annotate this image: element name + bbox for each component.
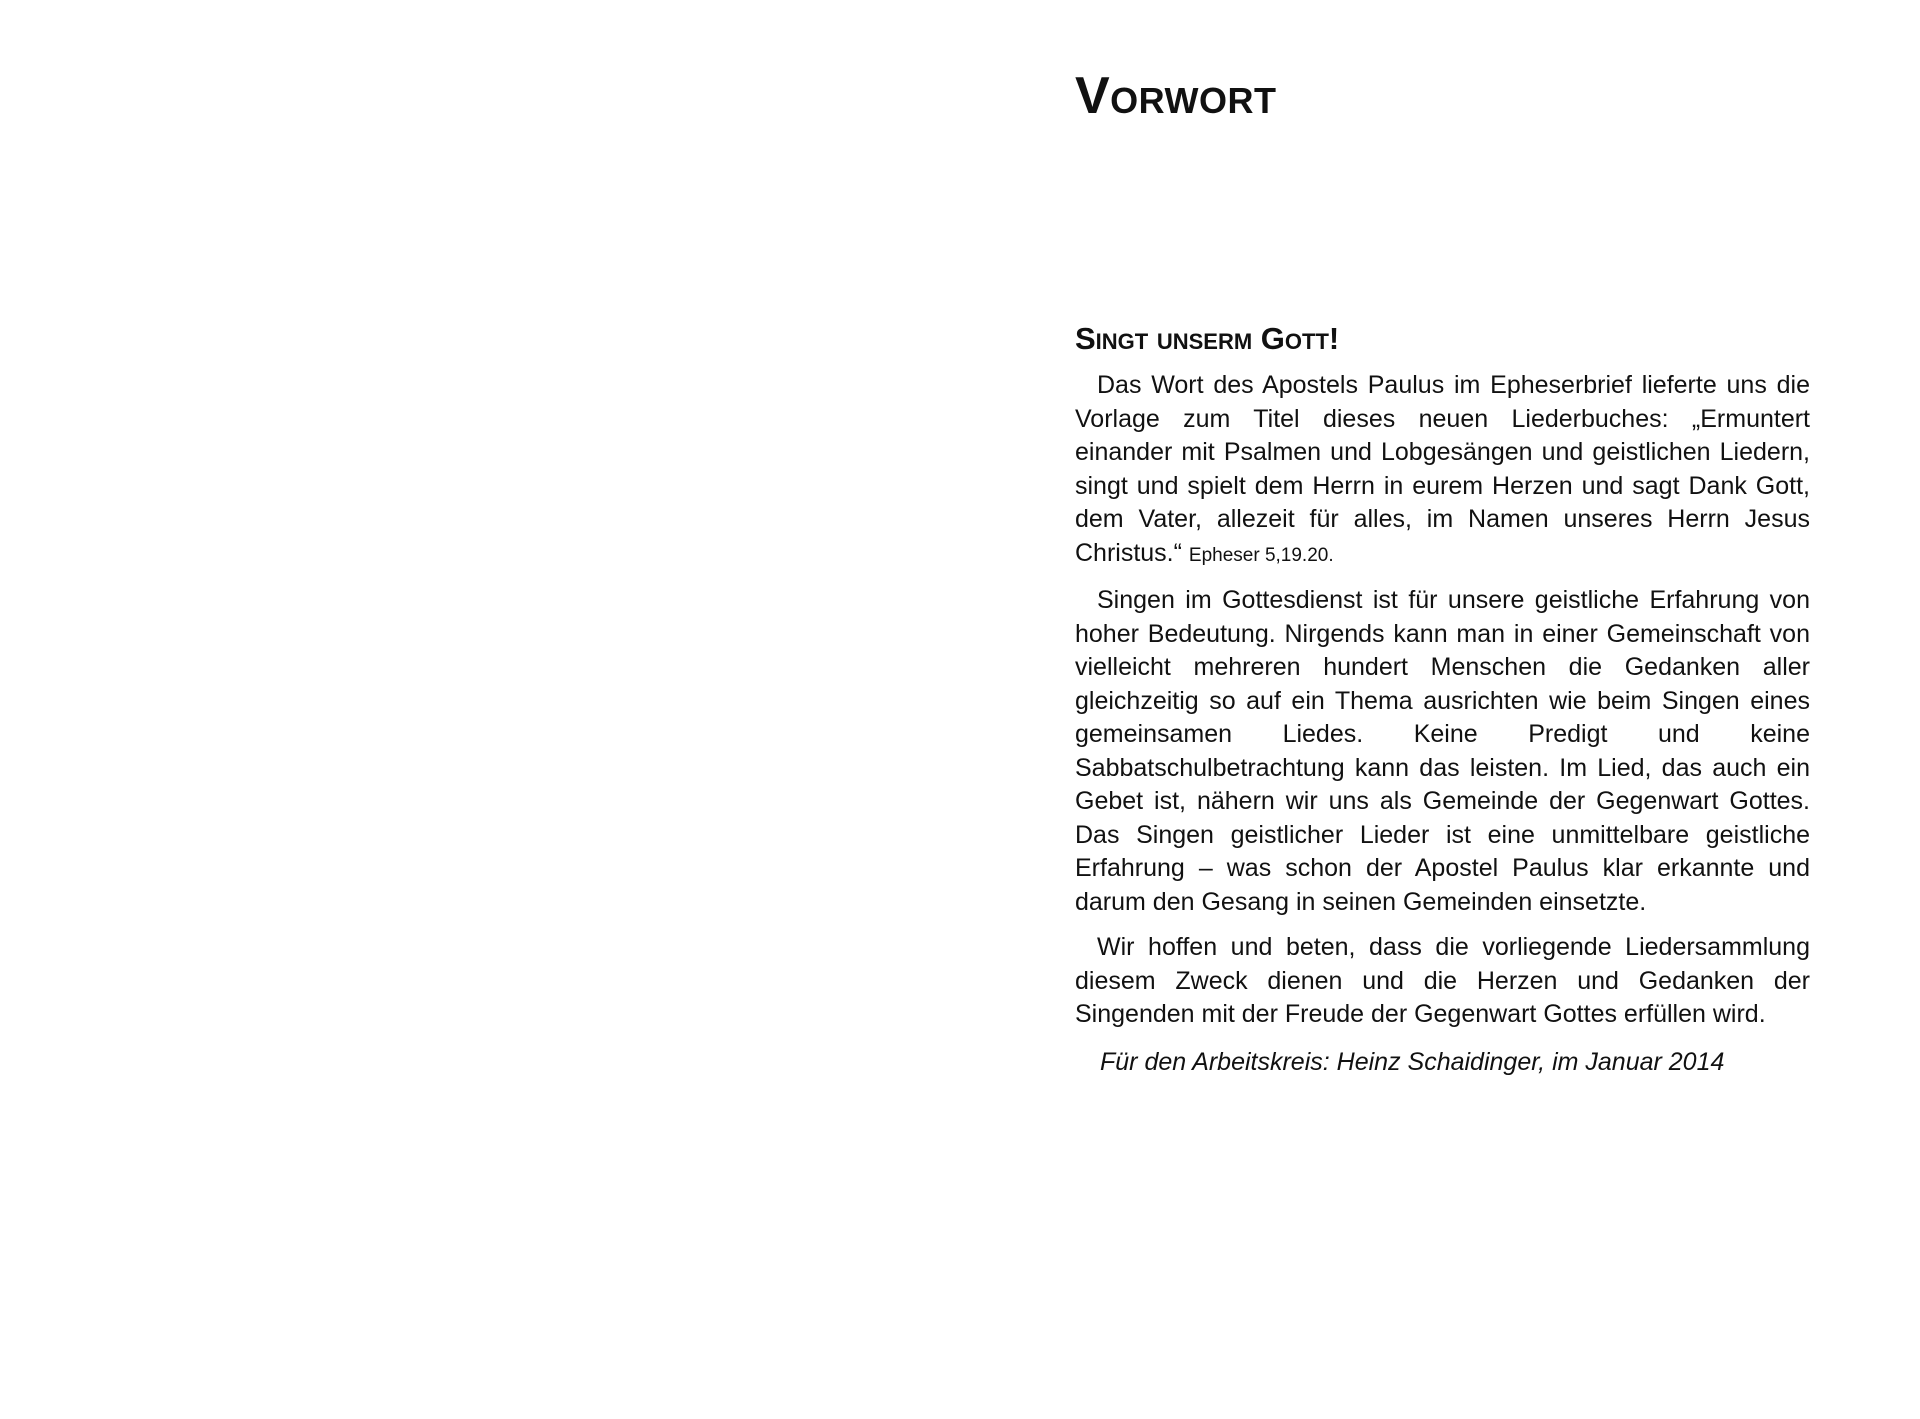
bible-citation: Epheser 5,19.20. (1188, 544, 1334, 566)
section-heading: Singt unserm Gott! (1075, 321, 1340, 356)
text-block (1075, 320, 1810, 1079)
page-title: Vorwort (1075, 67, 1277, 125)
signature-line: Für den Arbeitskreis: Heinz Schaidinger, im Januar 2014 (1100, 1047, 1725, 1076)
paragraph-1 (1075, 369, 1810, 572)
right-page (960, 0, 1920, 1419)
paragraph-2: Singen im Gottesdienst ist für unsere geistliche Erfahrung von hoher Bedeutung. Nirgends kann man in einer Gemeinschaft von vielleicht mehreren hundert Menschen die Gedanken aller gleichzeitig so auf ein Thema ausrichten wie beim Singen eines gemeinsamen Liedes. Keine Predigt und keine Sabbatschulbetrachtung kann das leisten. Im Lied, das auch ein Gebet ist, nähern wir uns als Gemeinde der Gegenwart Gottes. Das Singen geistlicher Lieder ist eine unmittelbare geistliche Erfahrung – was schon der Apostel Paulus klar erkannte und darum den Gesang in seinen Gemeinden einsetzte. (1075, 586, 1810, 916)
paragraph-1-text: Das Wort des Apostels Paulus im Epheserbrief lieferte uns die Vorlage zum Titel dieses neuen Liederbuches: „Ermuntert einander mit Psalmen und Lobgesängen und geistlichen Liedern, singt und spielt dem Herrn in eurem Herzen und sagt Dank Gott, dem Vater, allezeit für alles, im Namen unseres Herrn Jesus Christus.“ (1075, 371, 1810, 567)
paragraph-3: Wir hoffen und beten, dass die vorliegende Liedersammlung diesem Zweck dienen und die Herzen und Gedanken der Singenden mit der Freude der Gegenwart Gottes erfüllen wird. (1075, 933, 1810, 1029)
